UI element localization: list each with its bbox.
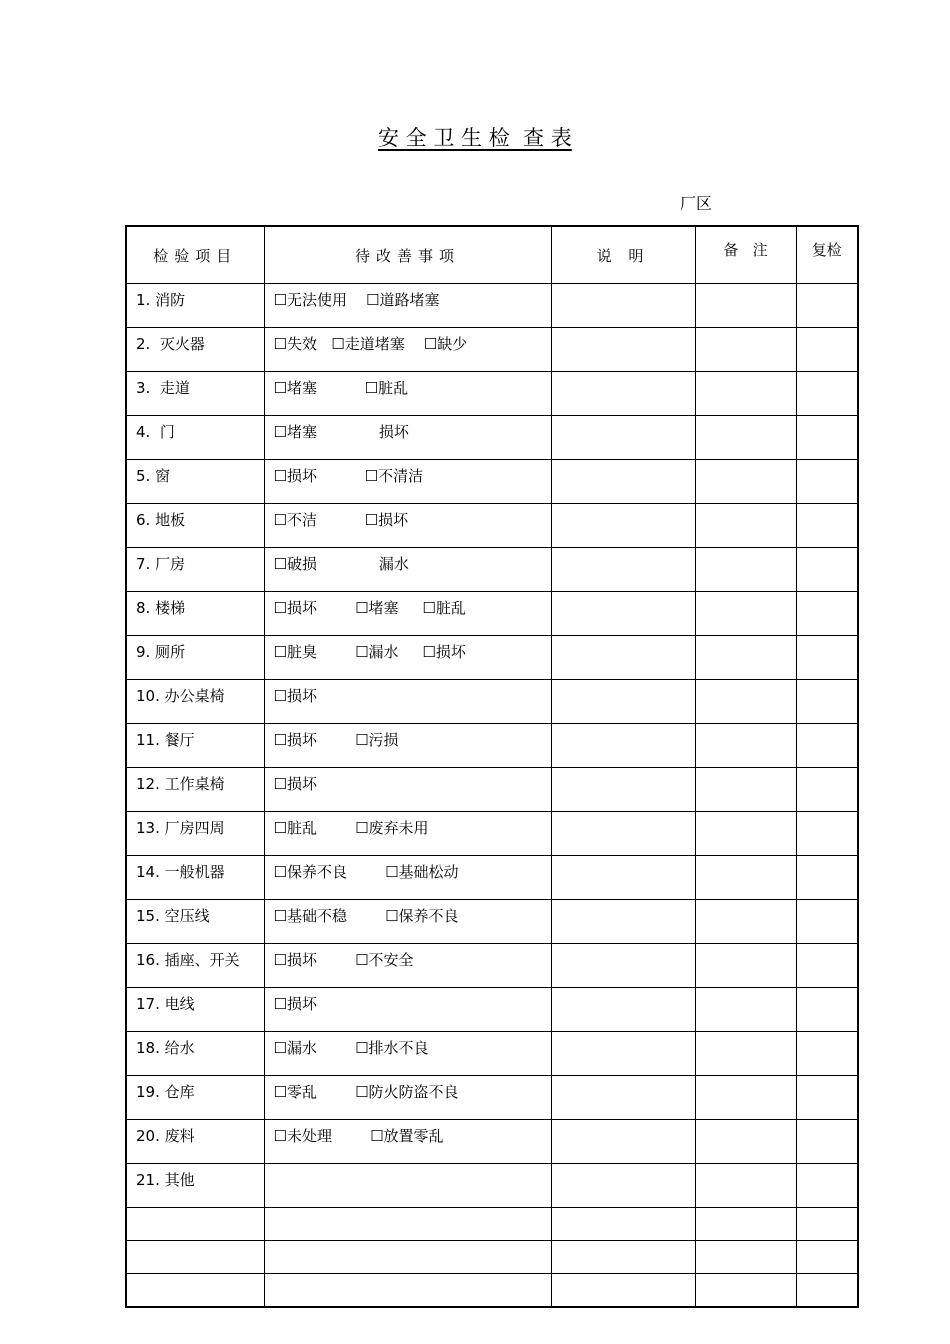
description-cell[interactable]: [551, 504, 695, 548]
item-cell[interactable]: [126, 1241, 264, 1274]
recheck-cell[interactable]: [796, 548, 858, 592]
table-row: [126, 768, 858, 812]
table-row: [126, 1120, 858, 1164]
description-cell[interactable]: [551, 724, 695, 768]
recheck-cell[interactable]: [796, 328, 858, 372]
item-cell[interactable]: [126, 1208, 264, 1241]
row-issue-options[interactable]: ☐损坏: [264, 680, 551, 724]
table-row: [126, 988, 858, 1032]
remarks-cell[interactable]: [695, 1076, 796, 1120]
row-issue-options[interactable]: ☐损坏: [264, 988, 551, 1032]
row-item-label: 21. 其他: [126, 1164, 264, 1208]
remarks-cell[interactable]: [695, 900, 796, 944]
row-issue-options[interactable]: ☐损坏 ☐不安全: [264, 944, 551, 988]
page-title: 安 全 卫 生 检 查 表: [378, 126, 572, 150]
remarks-cell[interactable]: [695, 548, 796, 592]
description-cell[interactable]: [551, 1241, 695, 1274]
remarks-cell[interactable]: [695, 328, 796, 372]
row-issue-options[interactable]: ☐未处理 ☐放置零乱: [264, 1120, 551, 1164]
description-cell[interactable]: [551, 416, 695, 460]
recheck-cell[interactable]: [796, 724, 858, 768]
description-cell[interactable]: [551, 592, 695, 636]
description-cell[interactable]: [551, 856, 695, 900]
table-row: [126, 1076, 858, 1120]
row-issue-options[interactable]: [264, 1164, 551, 1208]
recheck-cell[interactable]: [796, 1241, 858, 1274]
table-row: [126, 856, 858, 900]
row-issue-options[interactable]: ☐漏水 ☐排水不良: [264, 1032, 551, 1076]
description-cell[interactable]: [551, 900, 695, 944]
table-row: [126, 372, 858, 416]
table-row: [126, 1032, 858, 1076]
recheck-cell[interactable]: [796, 768, 858, 812]
remarks-cell[interactable]: [695, 284, 796, 328]
description-cell[interactable]: [551, 372, 695, 416]
remarks-cell[interactable]: [695, 768, 796, 812]
issue-cell[interactable]: [264, 1241, 551, 1274]
inspection-table: [125, 225, 859, 1308]
row-issue-options[interactable]: ☐损坏: [264, 768, 551, 812]
description-cell[interactable]: [551, 944, 695, 988]
remarks-cell[interactable]: [695, 592, 796, 636]
row-item-label: 6. 地板: [126, 504, 264, 548]
row-issue-options[interactable]: ☐脏乱 ☐废弃未用: [264, 812, 551, 856]
description-cell[interactable]: [551, 768, 695, 812]
recheck-cell[interactable]: [796, 1208, 858, 1241]
description-cell[interactable]: [551, 284, 695, 328]
remarks-cell[interactable]: [695, 1274, 796, 1308]
recheck-cell[interactable]: [796, 1120, 858, 1164]
header-improvement-items: 待改善事项: [264, 226, 551, 284]
remarks-cell[interactable]: [695, 1208, 796, 1241]
remarks-cell[interactable]: [695, 504, 796, 548]
recheck-cell[interactable]: [796, 1032, 858, 1076]
table-row: [126, 328, 858, 372]
remarks-cell[interactable]: [695, 812, 796, 856]
table-row: [126, 592, 858, 636]
recheck-cell[interactable]: [796, 416, 858, 460]
description-cell[interactable]: [551, 460, 695, 504]
remarks-cell[interactable]: [695, 1032, 796, 1076]
recheck-cell[interactable]: [796, 1076, 858, 1120]
row-item-label: 12. 工作桌椅: [126, 768, 264, 812]
table-row: [126, 1164, 858, 1208]
remarks-cell[interactable]: [695, 372, 796, 416]
row-item-label: 7. 厂房: [126, 548, 264, 592]
row-item-label: 19. 仓库: [126, 1076, 264, 1120]
table-header-row: [126, 226, 858, 284]
recheck-cell[interactable]: [796, 372, 858, 416]
description-cell[interactable]: [551, 1120, 695, 1164]
recheck-cell[interactable]: [796, 504, 858, 548]
remarks-cell[interactable]: [695, 944, 796, 988]
remarks-cell[interactable]: [695, 680, 796, 724]
description-cell[interactable]: [551, 680, 695, 724]
remarks-cell[interactable]: [695, 636, 796, 680]
row-issue-options[interactable]: ☐无法使用 ☐道路堵塞: [264, 284, 551, 328]
header-inspection-item: 检验项目: [126, 226, 264, 284]
table-body: [126, 284, 858, 1308]
row-issue-options[interactable]: ☐堵塞 损坏: [264, 416, 551, 460]
table-row: [126, 504, 858, 548]
recheck-cell[interactable]: [796, 460, 858, 504]
remarks-cell[interactable]: [695, 1164, 796, 1208]
row-issue-options[interactable]: ☐零乱 ☐防火防盗不良: [264, 1076, 551, 1120]
row-item-label: 10. 办公桌椅: [126, 680, 264, 724]
recheck-cell[interactable]: [796, 988, 858, 1032]
row-item-label: 13. 厂房四周: [126, 812, 264, 856]
description-cell[interactable]: [551, 1164, 695, 1208]
row-item-label: 14. 一般机器: [126, 856, 264, 900]
remarks-cell[interactable]: [695, 460, 796, 504]
recheck-cell[interactable]: [796, 680, 858, 724]
recheck-cell[interactable]: [796, 812, 858, 856]
recheck-cell[interactable]: [796, 944, 858, 988]
recheck-cell[interactable]: [796, 1164, 858, 1208]
header-remarks: 备 注: [695, 226, 796, 284]
row-item-label: 17. 电线: [126, 988, 264, 1032]
remarks-cell[interactable]: [695, 988, 796, 1032]
row-issue-options[interactable]: ☐基础不稳 ☐保养不良: [264, 900, 551, 944]
table-row: [126, 944, 858, 988]
description-cell[interactable]: [551, 1208, 695, 1241]
row-item-label: 2. 灭火器: [126, 328, 264, 372]
row-item-label: 20. 废料: [126, 1120, 264, 1164]
remarks-cell[interactable]: [695, 416, 796, 460]
description-cell[interactable]: [551, 548, 695, 592]
recheck-cell[interactable]: [796, 592, 858, 636]
factory-label: 厂区: [680, 194, 713, 213]
remarks-cell[interactable]: [695, 724, 796, 768]
description-cell[interactable]: [551, 1076, 695, 1120]
table-row: [126, 416, 858, 460]
row-item-label: 8. 楼梯: [126, 592, 264, 636]
table-row: [126, 680, 858, 724]
table-row: [126, 284, 858, 328]
blank-row: [126, 1274, 858, 1308]
table-row: [126, 548, 858, 592]
issue-cell[interactable]: [264, 1274, 551, 1308]
header-description: 说 明: [551, 226, 695, 284]
row-issue-options[interactable]: ☐堵塞 ☐脏乱: [264, 372, 551, 416]
row-item-label: 11. 餐厅: [126, 724, 264, 768]
row-issue-options[interactable]: ☐破损 漏水: [264, 548, 551, 592]
description-cell[interactable]: [551, 1032, 695, 1076]
description-cell[interactable]: [551, 636, 695, 680]
table-row: [126, 460, 858, 504]
recheck-cell[interactable]: [796, 636, 858, 680]
recheck-cell[interactable]: [796, 856, 858, 900]
description-cell[interactable]: [551, 988, 695, 1032]
table-row: [126, 636, 858, 680]
row-issue-options[interactable]: ☐保养不良 ☐基础松动: [264, 856, 551, 900]
row-issue-options[interactable]: ☐失效 ☐走道堵塞 ☐缺少: [264, 328, 551, 372]
blank-row: [126, 1208, 858, 1241]
blank-row: [126, 1241, 858, 1274]
row-issue-options[interactable]: ☐不洁 ☐损坏: [264, 504, 551, 548]
row-issue-options[interactable]: ☐脏臭 ☐漏水 ☐损坏: [264, 636, 551, 680]
header-recheck: 复检: [796, 226, 858, 284]
row-item-label: 16. 插座、开关: [126, 944, 264, 988]
row-item-label: 1. 消防: [126, 284, 264, 328]
row-item-label: 18. 给水: [126, 1032, 264, 1076]
item-cell[interactable]: [126, 1274, 264, 1308]
remarks-cell[interactable]: [695, 1120, 796, 1164]
table-row: [126, 900, 858, 944]
description-cell[interactable]: [551, 1274, 695, 1308]
row-issue-options[interactable]: ☐损坏 ☐不清洁: [264, 460, 551, 504]
recheck-cell[interactable]: [796, 1274, 858, 1308]
remarks-cell[interactable]: [695, 856, 796, 900]
description-cell[interactable]: [551, 328, 695, 372]
recheck-cell[interactable]: [796, 284, 858, 328]
row-issue-options[interactable]: ☐损坏 ☐污损: [264, 724, 551, 768]
row-item-label: 5. 窗: [126, 460, 264, 504]
row-item-label: 15. 空压线: [126, 900, 264, 944]
row-item-label: 3. 走道: [126, 372, 264, 416]
remarks-cell[interactable]: [695, 1241, 796, 1274]
description-cell[interactable]: [551, 812, 695, 856]
row-item-label: 9. 厕所: [126, 636, 264, 680]
row-item-label: 4. 门: [126, 416, 264, 460]
table-row: [126, 724, 858, 768]
issue-cell[interactable]: [264, 1208, 551, 1241]
table-row: [126, 812, 858, 856]
recheck-cell[interactable]: [796, 900, 858, 944]
row-issue-options[interactable]: ☐损坏 ☐堵塞 ☐脏乱: [264, 592, 551, 636]
